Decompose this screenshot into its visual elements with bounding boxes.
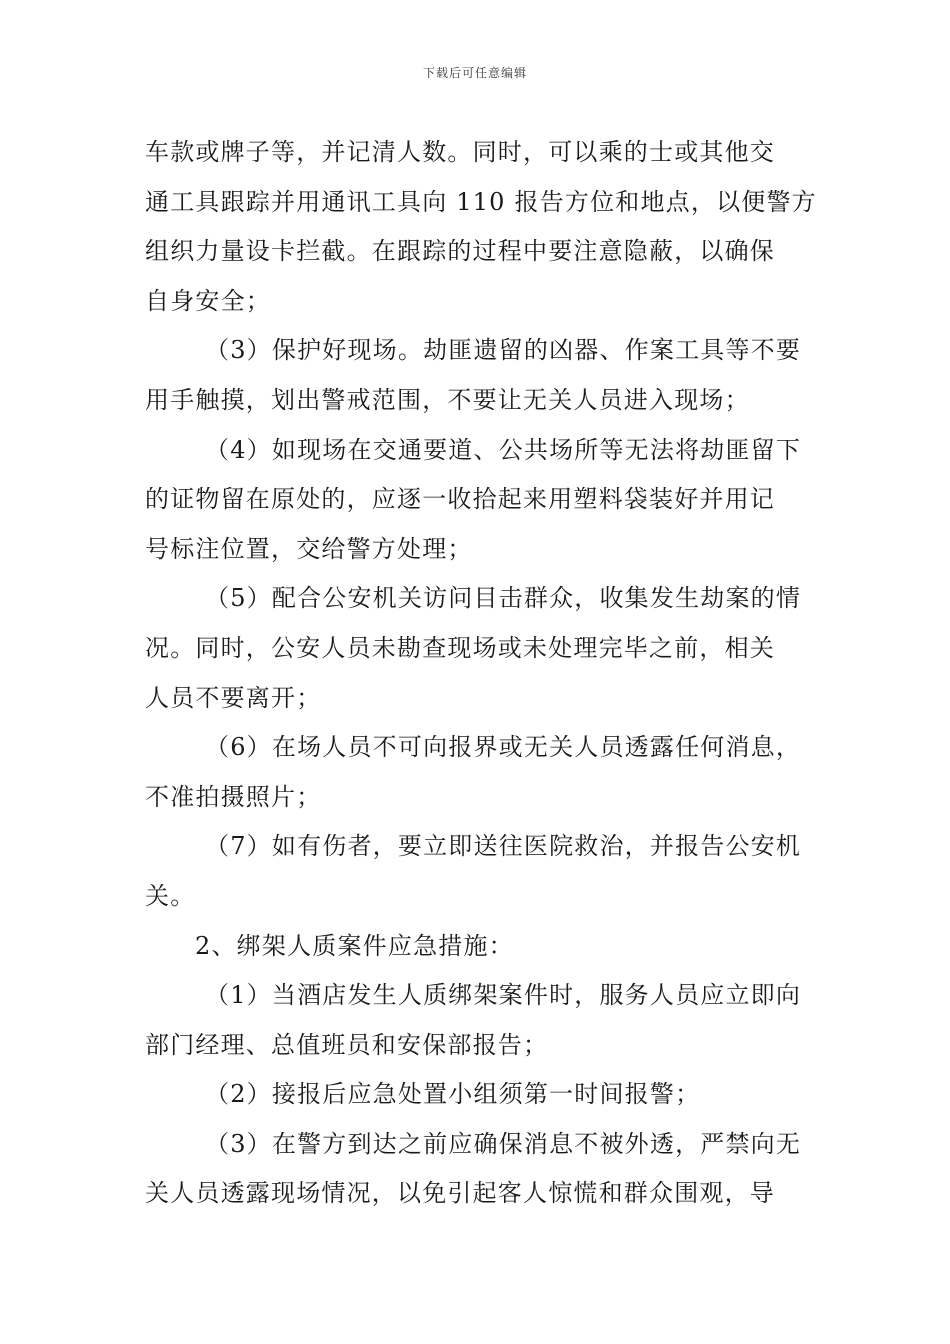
text-line: 况。同时，公安人员未勘查现场或未处理完毕之前，相关 [145, 633, 775, 662]
document-body [145, 128, 817, 1219]
text-line: 用手触摸，划出警戒范围，不要让无关人员进入现场； [145, 385, 750, 414]
text-line: 关人员透露现场情况，以免引起客人惊慌和群众围观，导 [145, 1179, 775, 1208]
list-item-4-start: （4）如现场在交通要道、公共场所等无法将劫匪留下 [205, 435, 802, 464]
text-line: 号标注位置，交给警方处理； [145, 534, 473, 563]
section-heading: 2、绑架人质案件应急措施： [195, 931, 514, 960]
list-item-5-start: （5）配合公安机关访问目击群众，收集发生劫案的情 [205, 584, 802, 613]
text-line: 组织力量设卡拦截。在跟踪的过程中要注意隐蔽，以确保 [145, 237, 775, 266]
text-line: 自身安全； [145, 286, 271, 315]
list-item-2-start: （2）接报后应急处置小组须第一时间报警； [205, 1080, 701, 1109]
text-line: 不准拍摄照片； [145, 782, 322, 811]
list-item-3b-start: （3）在警方到达之前应确保消息不被外透，严禁向无 [205, 1129, 802, 1158]
text-line: 人员不要离开； [145, 683, 322, 712]
list-item-1-start: （1）当酒店发生人质绑架案件时，服务人员应立即向 [205, 981, 802, 1010]
text-line: 部门经理、总值班员和安保部报告； [145, 1030, 549, 1059]
text-line: 车款或牌子等，并记清人数。同时，可以乘的士或其他交 [145, 138, 775, 166]
list-item-6-start: （6）在场人员不可向报界或无关人员透露任何消息， [205, 733, 802, 762]
list-item-3-start: （3）保护好现场。劫匪遗留的凶器、作案工具等不要 [205, 336, 802, 365]
text-line: 通工具跟踪并用通讯工具向 110 报告方位和地点，以便警方 [145, 187, 817, 216]
text-line: 关。 [145, 881, 196, 910]
list-item-7-start: （7）如有伤者，要立即送往医院救治，并报告公安机 [205, 832, 802, 861]
text-line: 的证物留在原处的，应逐一收拾起来用塑料袋装好并用记 [145, 485, 775, 514]
page-header: 下载后可任意编辑 [422, 66, 527, 80]
